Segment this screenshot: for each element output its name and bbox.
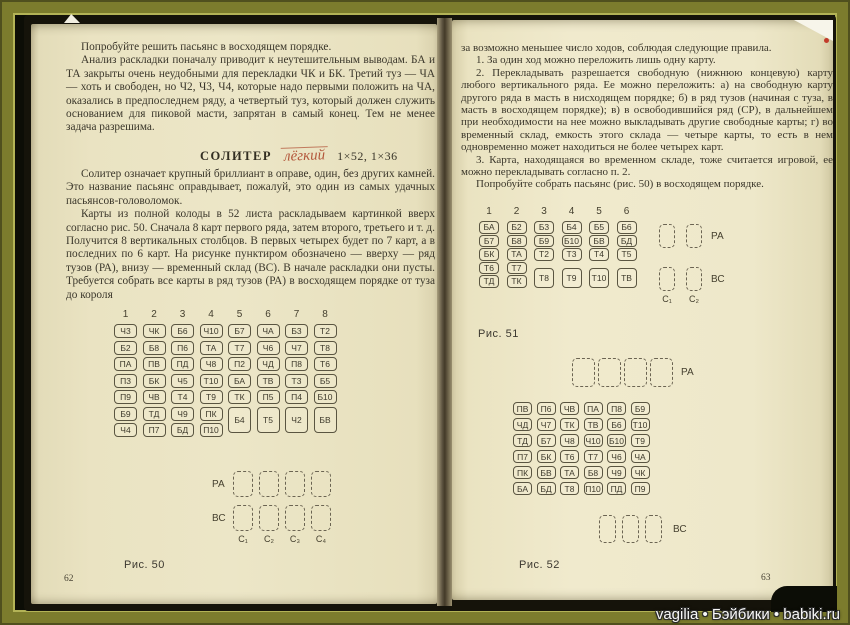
card: БВ (589, 235, 609, 248)
card: ПВ (513, 402, 532, 415)
empty-card-slot (311, 471, 331, 497)
fig50-card-grid (114, 324, 342, 440)
card: П2 (228, 357, 251, 371)
empty-card-slot (659, 224, 675, 248)
card: ЧК (631, 466, 650, 479)
rule-item: 1. За один ход можно переложить лишь одну карту. (476, 54, 716, 67)
card: Т9 (200, 390, 223, 404)
card-column (560, 402, 579, 498)
empty-card-slot (598, 358, 621, 387)
paragraph: за возможно меньшее число ходов, соблюдая следующие правила. (461, 42, 772, 54)
card: Т5 (617, 248, 637, 261)
card: П6 (537, 402, 556, 415)
paragraph: Карты из полной колоды в 52 листа раскладываем картинкой вверх согласно рис. 50. Сначала 8 карт первого ряда, затем второго, третьего и т. д. Получится 8 вертикальных столбцов. В первых четырех будет по 7 карт, а в последних по 6 карт. На рисунке пунктиром обозначено — вверху — ряд тузов (РА), внизу — временный склад (ВС). В начале раскладки они пусты. Требуется собрать все карты в ряд тузов (РА) в восходящем порядке от туза до короля (66, 208, 435, 301)
rule-item: 3. Карта, находящаяся во временном складе, тоже считается игровой, ее можно перекладывать согласно п. 2. (461, 153, 833, 179)
empty-card-slot (259, 505, 279, 531)
fig51-card-grid (479, 221, 644, 289)
card: Б6 (171, 324, 194, 338)
card-column (507, 221, 527, 289)
paragraph: Попробуйте решить пасьянс в восходящем порядке. (81, 41, 332, 53)
fig52-storage-row (599, 515, 687, 543)
card: ЧВ (560, 402, 579, 415)
card: Ч2 (285, 407, 308, 433)
aces-slots (233, 471, 337, 497)
card: П3 (114, 374, 137, 388)
storage-cell-label: С₁ (662, 294, 672, 304)
card: Б2 (114, 341, 137, 355)
storage-row-label: ВС (673, 523, 687, 535)
card: Т10 (589, 268, 609, 288)
card-column (228, 324, 251, 435)
card: БД (617, 235, 637, 248)
aces-slots (572, 358, 676, 387)
column-number: 6 (623, 206, 630, 217)
fig51-caption: Рис. 51 (478, 328, 519, 340)
card: Т10 (200, 374, 223, 388)
card: Б9 (534, 235, 554, 248)
card: Ч9 (171, 407, 194, 421)
card: Ч10 (200, 324, 223, 338)
card: Т10 (631, 418, 650, 431)
aces-row-label: РА (681, 367, 694, 378)
card: П6 (171, 341, 194, 355)
fig50-aces-row (212, 471, 337, 497)
card: Т9 (562, 268, 582, 288)
card: Б10 (608, 435, 625, 446)
card: ПА (114, 357, 137, 371)
storage-row-label: ВС (212, 512, 226, 524)
card-column (171, 324, 194, 440)
rules-text (461, 42, 833, 191)
empty-card-slot (650, 358, 673, 387)
storage-cell-label: С₁ (238, 534, 248, 544)
card: Т8 (534, 268, 554, 288)
card: П5 (257, 390, 280, 404)
card: Б7 (228, 324, 251, 338)
empty-card-slot (259, 471, 279, 497)
card: Б6 (617, 221, 637, 234)
empty-card-slot (285, 471, 305, 497)
column-number: 6 (265, 309, 271, 320)
card: Ч7 (285, 341, 308, 355)
empty-card-slot (599, 515, 616, 543)
card-column (534, 221, 554, 289)
card: ТА (200, 341, 223, 355)
column-number: 5 (236, 309, 243, 320)
storage-cell-label: С₂ (264, 534, 274, 544)
card: ЧА (631, 450, 650, 463)
card-column (562, 221, 582, 289)
card: П9 (631, 482, 650, 495)
empty-card-slot (624, 358, 647, 387)
card: БК (479, 248, 499, 261)
card-column (617, 221, 637, 289)
empty-card-slot (572, 358, 595, 387)
card: Т6 (314, 357, 337, 371)
card: П8 (607, 402, 626, 415)
empty-card-slot (686, 267, 702, 291)
paragraph: Анализ раскладки поначалу приводит к неутешительным выводам. БА и ТА закрыты очень неудобными для перекладки ЧК и БК. Третий туз — ЧА — хоть и свободен, но Ч2, Ч3, Ч4, которые надо первыми положить на ЧА, оказались в предпоследнем ряду, а четвертый туз, который должен служить основанием для пиковой масти, запрятан в самый конец. Тем не менее задача разрешима. (66, 54, 435, 134)
card: Б7 (479, 235, 499, 248)
empty-card-slot (659, 267, 675, 291)
card: П10 (200, 423, 223, 437)
watermark-text: vagilia • Бэйбики • babiki.ru (655, 606, 840, 623)
deck-sizes: 1×52, 1×36 (337, 149, 398, 163)
card: ТА (560, 466, 579, 479)
card-column (537, 402, 556, 498)
column-number: 2 (151, 309, 157, 320)
card: БВ (537, 466, 556, 479)
card: ТД (479, 275, 499, 288)
card: П10 (585, 483, 601, 494)
card-column (200, 324, 223, 440)
card: Т7 (507, 262, 527, 275)
card: БК (537, 450, 556, 463)
empty-card-slot (622, 515, 639, 543)
aces-slots (659, 224, 713, 248)
empty-card-slot (311, 505, 331, 531)
card-column (479, 221, 499, 289)
card: ЧД (257, 357, 280, 371)
card: Т3 (285, 374, 308, 388)
card: Ч6 (607, 450, 626, 463)
card: ТД (143, 407, 166, 421)
paragraph: Попробуйте собрать пасьянс (рис. 50) в восходящем порядке. (476, 178, 764, 191)
card: ПД (607, 482, 626, 495)
card-column (257, 324, 280, 435)
card: ТК (507, 275, 527, 288)
column-number: 4 (208, 309, 214, 320)
column-number: 3 (179, 309, 186, 320)
column-number: 5 (596, 206, 602, 217)
column-number: 1 (122, 309, 129, 320)
card: ТД (513, 434, 532, 447)
card-column (114, 324, 137, 440)
card: Ч4 (114, 423, 137, 437)
page-number-right: 63 (761, 573, 771, 583)
column-number: 1 (486, 206, 492, 217)
card: Т3 (562, 248, 582, 261)
empty-card-slot (233, 471, 253, 497)
card: Т7 (584, 450, 603, 463)
card: Т7 (228, 341, 251, 355)
column-number: 7 (293, 309, 300, 320)
card: Б5 (314, 374, 337, 388)
card: Б8 (143, 341, 166, 355)
card-column (143, 324, 166, 440)
storage-slots (233, 505, 337, 531)
card: Б4 (562, 221, 582, 234)
card: П8 (285, 357, 308, 371)
card: Ч8 (560, 434, 579, 447)
card: П4 (285, 390, 308, 404)
card: Т6 (560, 450, 579, 463)
card: ПК (200, 407, 223, 421)
card: ТВ (584, 418, 603, 431)
rule-item: 2. Перекладывать разрешается свободную (нижнюю концевую) карту любого вертикального ряда. Ее можно переложить: а) на свободную карту другого ряда в масть в нисходящем порядке; б) в ряд тузов (начиная с туза, в масть в восходящем порядке); в) в освободившийся ряд (СР), в дальнейшем при необходимости на нее можно выкладывать другие свободные карты; г) во временный склад, емкость этого склада — четыре карты, то есть в нем одновременно может находиться не более четырех карт. (461, 66, 833, 154)
card: Б9 (631, 402, 650, 415)
fig51-aces-row (659, 224, 724, 248)
card: Б3 (534, 221, 554, 234)
card: Б5 (589, 221, 609, 234)
empty-card-slot (686, 224, 702, 248)
card: БД (537, 482, 556, 495)
card: Б8 (507, 235, 527, 248)
aces-row-label: РА (212, 478, 225, 490)
card: Ч3 (114, 324, 137, 338)
card: Т9 (631, 434, 650, 447)
card: Т4 (171, 390, 194, 404)
card: Б2 (507, 221, 527, 234)
card: ТА (507, 248, 527, 261)
card: П7 (143, 423, 166, 437)
card: Т2 (534, 248, 554, 261)
column-number: 4 (568, 206, 575, 217)
fig51-column-headers (479, 206, 644, 217)
card-column (513, 402, 532, 498)
fig51-storage-row (659, 267, 725, 291)
storage-cell-label: С₄ (315, 534, 327, 544)
card: ЧВ (143, 390, 166, 404)
storage-slots (599, 515, 668, 543)
fig52-card-grid (513, 402, 654, 498)
card-column (631, 402, 650, 498)
card: ТВ (617, 268, 637, 288)
empty-card-slot (285, 505, 305, 531)
fig52-caption: Рис. 52 (519, 559, 560, 571)
card: Ч7 (537, 418, 556, 431)
heading-title: СОЛИТЕР (200, 149, 272, 163)
card-column (584, 402, 603, 498)
card: Б4 (228, 407, 251, 433)
column-number: 8 (322, 309, 328, 320)
card: Б6 (607, 418, 626, 431)
fig52-aces-row (572, 358, 694, 387)
storage-row-label: ВС (711, 273, 725, 285)
aces-row-label: РА (711, 230, 724, 242)
card: Т4 (589, 248, 609, 261)
card: Ч10 (585, 435, 601, 446)
card: ТВ (257, 374, 280, 388)
left-intro-text (66, 41, 435, 135)
card: Б8 (584, 466, 603, 479)
storage-cell-label: С₂ (689, 294, 699, 304)
card: ТК (560, 418, 579, 431)
fig50-storage-cell-labels (233, 534, 337, 544)
empty-card-slot (233, 505, 253, 531)
card: БА (228, 374, 251, 388)
card: ЧА (257, 324, 280, 338)
card: ЧД (513, 418, 532, 431)
left-description-text (66, 168, 435, 302)
fig50-caption: Рис. 50 (124, 559, 165, 571)
section-heading (200, 147, 398, 165)
card: ПА (584, 402, 603, 415)
card: Б7 (537, 434, 556, 447)
card-column (285, 324, 308, 435)
card: ПК (513, 466, 532, 479)
card: ТК (228, 390, 251, 404)
card: Т2 (314, 324, 337, 338)
card: Ч8 (200, 357, 223, 371)
column-number: 3 (541, 206, 547, 217)
fig51-storage-cell-labels (659, 294, 713, 304)
card: Б10 (314, 390, 337, 404)
card: БА (513, 482, 532, 495)
card: Ч9 (607, 466, 626, 479)
card: Ч5 (171, 374, 194, 388)
storage-cell-label: С₃ (289, 534, 301, 544)
card: ЧК (143, 324, 166, 338)
card: ПД (171, 357, 194, 371)
storage-slots (659, 267, 713, 291)
card-column (607, 402, 626, 498)
card: ПВ (143, 357, 166, 371)
card: Т8 (314, 341, 337, 355)
card: Т8 (560, 482, 579, 495)
handwritten-annotation: лёгкий (281, 146, 329, 166)
card: БК (143, 374, 166, 388)
card: БВ (314, 407, 337, 433)
paragraph: Солитер означает крупный бриллиант в оправе, один, без других камней. Это название пасьянс оправдывает, пожалуй, это один из самых удачных пасьянсов-головоломок. (66, 168, 435, 207)
card: Б3 (285, 324, 308, 338)
card: Т5 (257, 407, 280, 433)
page-number-left: 62 (64, 574, 74, 584)
card-column (589, 221, 609, 289)
card: БД (171, 423, 194, 437)
card: Т6 (479, 262, 499, 275)
card: Б9 (114, 407, 137, 421)
card: Ч6 (257, 341, 280, 355)
empty-card-slot (645, 515, 662, 543)
card-column (314, 324, 337, 435)
card: БА (479, 221, 499, 234)
card: П7 (513, 450, 532, 463)
card: Б10 (562, 235, 582, 248)
fig50-storage-row (212, 505, 337, 531)
card: П9 (114, 390, 137, 404)
fig50-column-headers (114, 309, 342, 320)
column-number: 2 (513, 206, 520, 217)
book-gutter (437, 18, 452, 606)
